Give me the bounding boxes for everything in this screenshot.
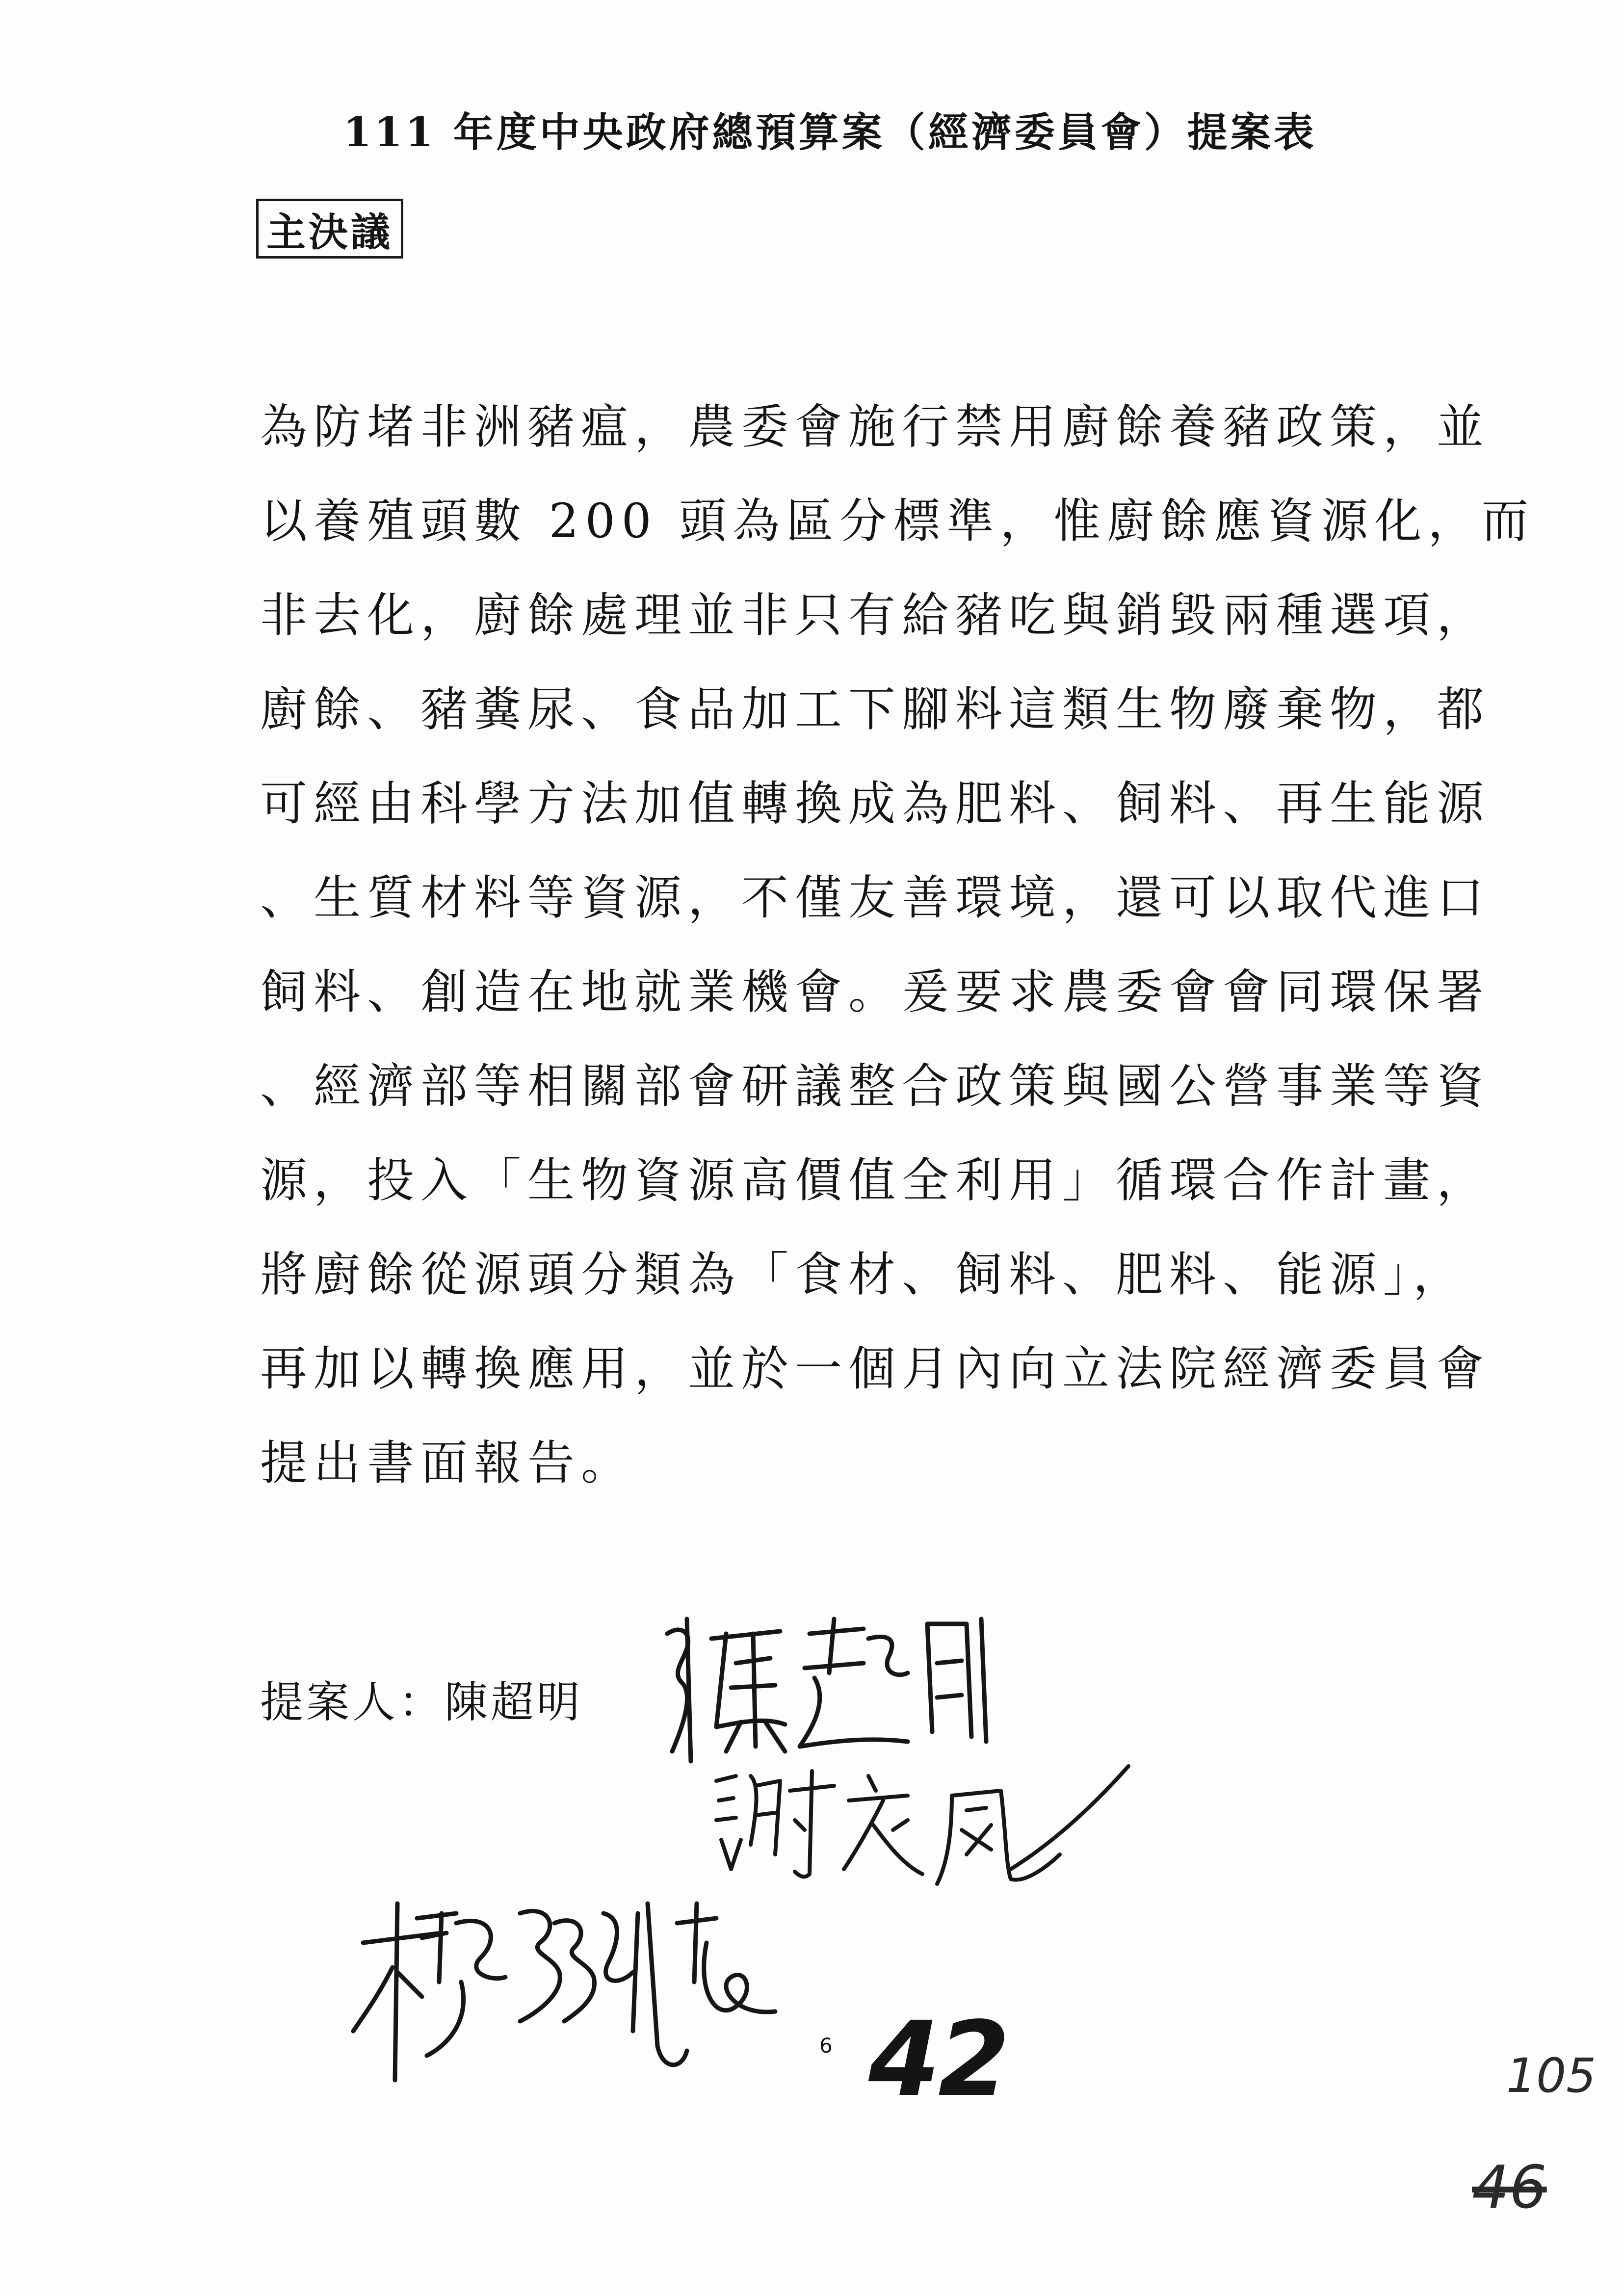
body-line: 源，投入「生物資源高價值全利用」循環合作計畫， [260, 1153, 1490, 1208]
margin-note-top: 105 [1506, 2048, 1597, 2103]
resolution-body [260, 397, 1535, 1528]
body-line: 可經由科學方法加值轉換成為肥料、飼料、再生能源 [260, 776, 1490, 831]
body-line: 飼料、創造在地就業機會。爰要求農委會會同環保署 [260, 965, 1490, 1019]
proposer-line: 提案人：陳超明 [260, 1677, 583, 1727]
document-title: 111 年度中央政府總預算案（經濟委員會）提案表 [343, 109, 1317, 156]
signature-xie-yi-feng [707, 1756, 1148, 1904]
body-line: 、生質材料等資源，不僅友善環境，還可以取代進口 [260, 870, 1490, 925]
signature-chen-chao-ming [653, 1604, 1006, 1766]
body-line: 將廚餘從源頭分類為「食材、飼料、肥料、能源」， [260, 1247, 1467, 1302]
signature-yang-qiong-ying [343, 1884, 824, 2100]
page-number: 6 [819, 2034, 833, 2058]
body-line: 提出書面報告。 [260, 1435, 634, 1490]
section-label: 主決議 [256, 199, 403, 259]
body-line: 以養殖頭數 200 頭為區分標準，惟廚餘應資源化，而 [260, 494, 1535, 548]
body-line: 為防堵非洲豬瘟，農委會施行禁用廚餘養豬政策，並 [260, 399, 1490, 454]
margin-note-bottom: 46 [1472, 2154, 1547, 2222]
body-line: 、經濟部等相關部會研議整合政策與國公營事業等資 [260, 1059, 1490, 1114]
body-line: 非去化，廚餘處理並非只有給豬吃與銷毀兩種選項， [260, 588, 1490, 643]
body-line: 再加以轉換應用，並於一個月內向立法院經濟委員會 [260, 1341, 1490, 1396]
handwritten-page-number: 42 [868, 1999, 1008, 2119]
body-line: 廚餘、豬糞尿、食品加工下腳料這類生物廢棄物，都 [260, 682, 1490, 737]
